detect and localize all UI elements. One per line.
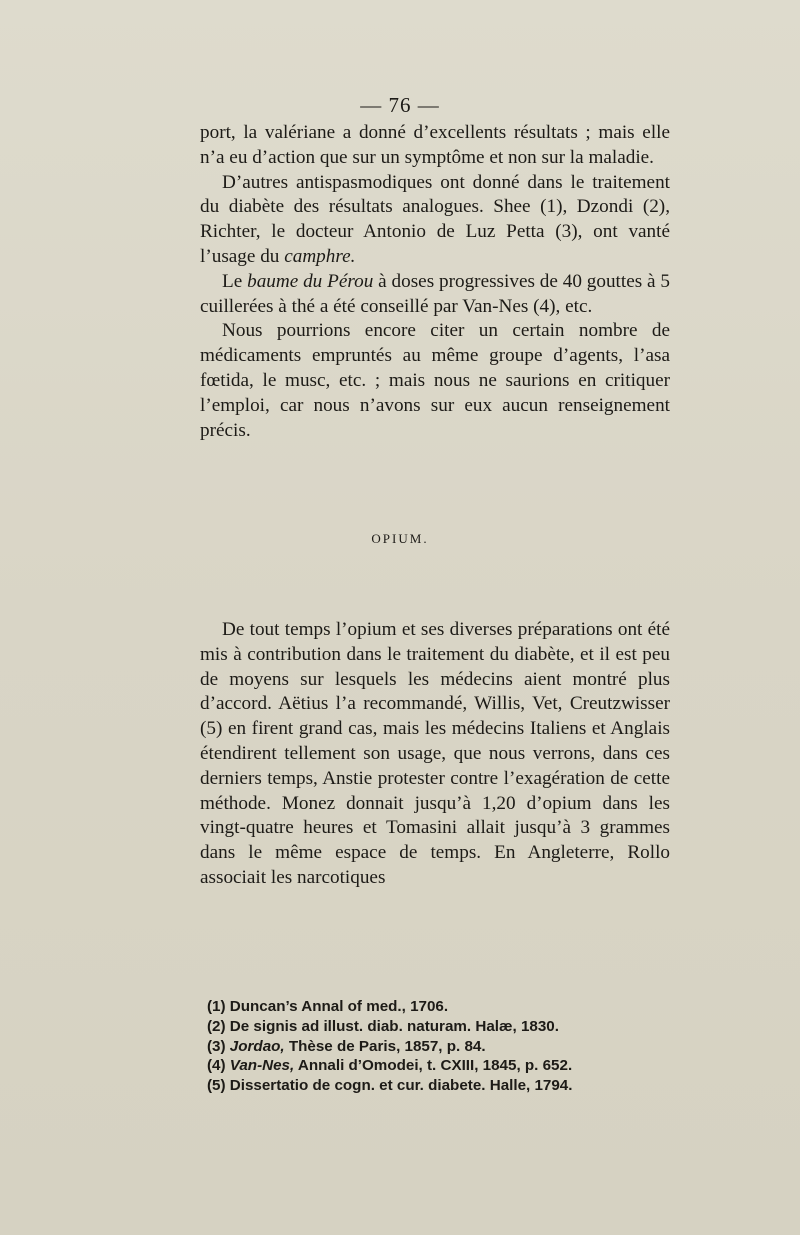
- paragraph: D’autres antispasmodiques ont donné dans le traitement du diabète des résultats analogues. Shee (1), Dzondi (2), Richter, le docteur Antonio de Luz Petta (3), ont vanté l’usage du camphre.: [200, 171, 670, 267]
- footnotes: [207, 997, 677, 1096]
- footnote: (4) Van-Nes, Annali d’Omodei, t. CXIII, 1845, p. 652.: [207, 1057, 573, 1075]
- footnote: (2) De signis ad illust. diab. naturam. Halæ, 1830.: [207, 1017, 559, 1035]
- paragraph: Le baume du Pérou à doses progressives de 40 gouttes à 5 cuillerées à thé a été conseillé par Van-Nes (4), etc.: [200, 270, 670, 317]
- text-block-opium: [200, 618, 670, 891]
- page-number: — 76 —: [360, 93, 440, 117]
- paragraph: Nous pourrions encore citer un certain nombre de médicaments empruntés au même groupe d’agents, l’asa fœtida, le musc, etc. ; mais nous ne saurions en critiquer l’emploi, car nous n’avons sur eux aucun renseignement précis.: [200, 320, 670, 441]
- text-block-antispasmodics: [200, 121, 670, 443]
- footnote: (3) Jordao, Thèse de Paris, 1857, p. 84.: [207, 1037, 486, 1055]
- footnote: (5) Dissertatio de cogn. et cur. diabete. Halle, 1794.: [207, 1077, 573, 1095]
- footnote: (1) Duncan’s Annal of med., 1706.: [207, 998, 449, 1015]
- section-heading: OPIUM.: [371, 531, 429, 546]
- paragraph: port, la valériane a donné d’excellents résultats ; mais elle n’a eu d’action que sur un symptôme et non sur la maladie.: [200, 122, 670, 168]
- paragraph: De tout temps l’opium et ses diverses préparations ont été mis à contribution dans le traitement du diabète, et il est peu de moyens sur lesquels les médecins aient montré plus d’accord. Aëtius l’a recommandé, Willis, Vet, Creutzwisser (5) en firent grand cas, mais les médecins Italiens et Anglais étendirent tellement son usage, que nous verrons, dans ces derniers temps, Anstie protester contre l’exagération de cette méthode. Monez donnait jusqu’à 1,20 d’opium dans les vingt-quatre heures et Tomasini allait jusqu’à 3 grammes dans le même espace de temps. En Angleterre, Rollo associait les narcotiques: [200, 619, 670, 888]
